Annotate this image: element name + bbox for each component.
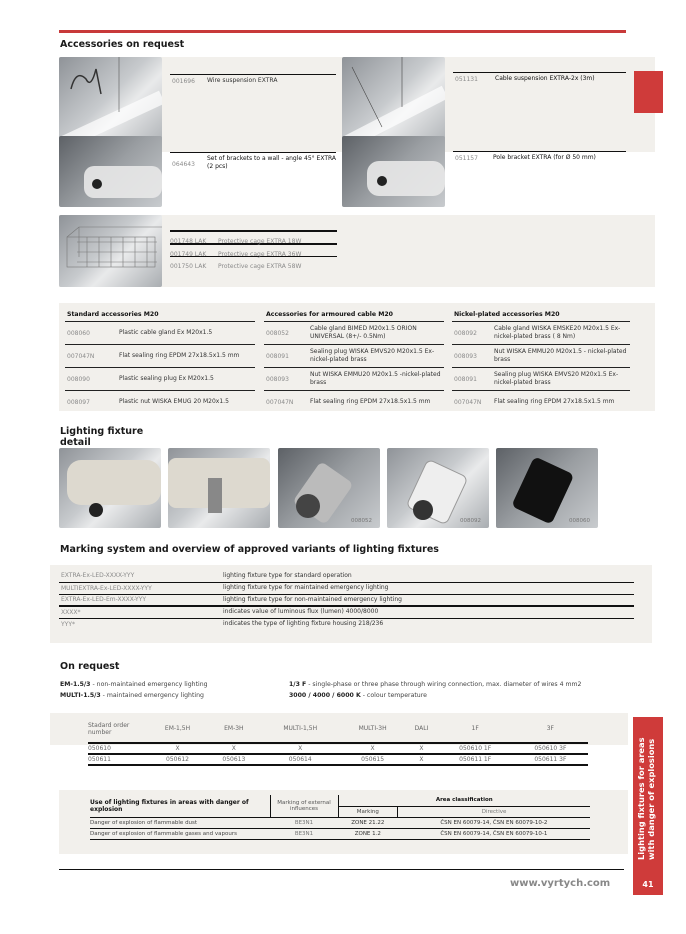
note: 3000 / 4000 / 6000 K - colour temperature: [289, 692, 427, 699]
table-row: 008093 Nut WISKA EMMU20 M20x1.5 - nickel-plated brass: [452, 345, 630, 368]
table-row: 008060 Plastic cable gland Ex M20x1.5: [65, 322, 255, 345]
note: EM-1.5/3 - non-maintained emergency lighting: [60, 681, 208, 688]
table-armoured-accessories: [264, 311, 444, 414]
photo-fixture-end: [59, 448, 161, 528]
photo-pole-bracket: [342, 136, 445, 207]
photo-gland-008052: 008052: [278, 448, 380, 528]
item-desc: Pole bracket EXTRA (for Ø 50 mm): [493, 154, 596, 161]
table-row: 008090 Plastic sealing plug Ex M20x1.5: [65, 368, 255, 391]
item-desc: Cable suspension EXTRA-2x (3m): [495, 75, 595, 82]
table-row: 008093 Nut WISKA EMMU20 M20x1.5 -nickel-plated brass: [264, 368, 444, 391]
side-chapter-tab: [633, 717, 663, 895]
item-desc: Set of brackets to a wall - angle 45° EXTRA (2 pcs): [207, 155, 337, 170]
photo-wall-brackets: [59, 136, 162, 207]
table-title: Accessories for armoured cable M20: [266, 311, 393, 318]
item-desc: Wire suspension EXTRA: [207, 77, 278, 84]
item-code: 064643: [172, 161, 195, 168]
order-table: [88, 715, 588, 766]
footer-line: [59, 869, 624, 870]
table-row: MULTIEXTRA-Ex-LED-XXXX-YYY lighting fixture type for maintained emergency lighting: [59, 582, 634, 594]
table-title: Nickel-plated accessories M20: [454, 311, 560, 318]
website-link[interactable]: www.vyrtych.com: [510, 878, 611, 889]
list-item: 001750 LAK Protective cage EXTRA 58W: [170, 263, 302, 270]
photo-gland-008060: 008060: [496, 448, 598, 528]
table-row: 050611 050612 050613 050614 050615 X 050611 1F 050611 3F: [88, 754, 588, 765]
header-ext-influences: Marking of external influences: [270, 795, 338, 817]
photo-fixture-clip: [168, 448, 270, 528]
table-nickel-accessories: [452, 311, 630, 414]
table-row: 008091 Sealing plug WISKA EMVS20 M20x1.5 Ex-nickel-plated brass: [264, 345, 444, 368]
table-row: XXXX* indicates value of luminous flux (lumen) 4000/8000: [59, 606, 634, 618]
list-item: 001749 LAK Protective cage EXTRA 36W: [170, 251, 302, 258]
table-standard-accessories: [65, 311, 255, 414]
section-title-accessories: Accessories on request: [60, 39, 185, 50]
header-use: Use of lighting fixtures in areas with danger of explosion: [90, 795, 270, 817]
note: MULTI-1.5/3 - maintained emergency lighting: [60, 692, 204, 699]
divider: [170, 74, 336, 75]
table-row: EXTRA-Ex-LED-XXXX-YYY lighting fixture type for standard operation: [61, 571, 352, 580]
table-row: Danger of explosion of flammable gases and vapours BE3N1 ZONE 1.2 ČSN EN 60079-14, ČSN EN 60079-10-1: [90, 828, 590, 839]
table-row: 050610 X X X X X 050610 1F 050610 3F: [88, 743, 588, 754]
table-row: 008092 Cable gland WISKA EMSKE20 M20x1.5 Ex-nickel-plated brass ( 8 Nm): [452, 322, 630, 345]
page-number: 41: [642, 880, 654, 889]
item-code: 051131: [455, 76, 478, 83]
top-accent-line: [59, 30, 626, 33]
table-row: EXTRA-Ex-LED-Em-XXXX-YYY lighting fixture type for non-maintained emergency lighting: [59, 594, 634, 606]
table-row: 007047N Flat sealing ring EPDM 27x18.5x1.5 mm: [452, 391, 630, 414]
item-code: 051157: [455, 155, 478, 162]
divider: [453, 72, 626, 73]
header-area-classification: Area classification: [338, 795, 590, 806]
cage-list: [170, 230, 337, 268]
red-marker-tab: [634, 71, 663, 113]
table-row: Danger of explosion of flammable dust BE3N1 ZONE 21.22 ČSN EN 60079-14, ČSN EN 60079-10-2: [90, 817, 590, 828]
section-title-marking: Marking system and overview of approved variants of lighting fixtures: [60, 544, 439, 555]
table-row: YYY* indicates the type of lighting fixture housing 218/236: [59, 618, 634, 630]
table-row: 007047N Flat sealing ring EPDM 27x18.5x1.5 mm: [65, 345, 255, 368]
table-row: 008091 Sealing plug WISKA EMVS20 M20x1.5 Ex-nickel-plated brass: [452, 368, 630, 391]
photo-gland-008092: 008092: [387, 448, 489, 528]
area-classification-table: Use of lighting fixtures in areas with danger of explosion Marking of external influences Area classification Marking Directive Danger of explosion of flammable dust BE3N1 ZONE 21.22 ČSN EN 60079-14, ČSN EN 60079-10-2 Danger of explosion of flammable gases and vapours BE3N1 ZONE 1.2 ČSN EN 60079-14, ČSN EN 60079-10-1: [90, 795, 590, 840]
divider: [453, 151, 626, 152]
note: 1/3 F - single-phase or three phase through wiring connection, max. diameter of wires 4 mm2: [289, 681, 582, 688]
table-title: Standard accessories M20: [67, 311, 159, 318]
marking-table: [59, 570, 634, 630]
table-row: 008052 Cable gland BIMED M20x1.5 ORION UNIVERSAL (8+/- 0.5Nm): [264, 322, 444, 345]
item-code: 001696: [172, 78, 195, 85]
section-title-fixture-detail: Lighting fixture detail: [60, 426, 144, 448]
table-row: 008097 Plastic nut WISKA EMUG 20 M20x1.5: [65, 391, 255, 414]
divider: [170, 152, 336, 153]
side-tab-label: Lighting fixtures for areas with danger of explosions: [636, 737, 656, 861]
table-header-row: Stadard order number EM-1,5H EM-3H MULTI-1,5H MULTI-3H DALI 1F 3F: [88, 721, 555, 736]
section-title-on-request: On request: [60, 661, 120, 672]
table-row: 007047N Flat sealing ring EPDM 27x18.5x1.5 mm: [264, 391, 444, 414]
list-item: 001748 LAK Protective cage EXTRA 18W: [170, 238, 302, 245]
photo-protective-cage: [59, 215, 162, 287]
